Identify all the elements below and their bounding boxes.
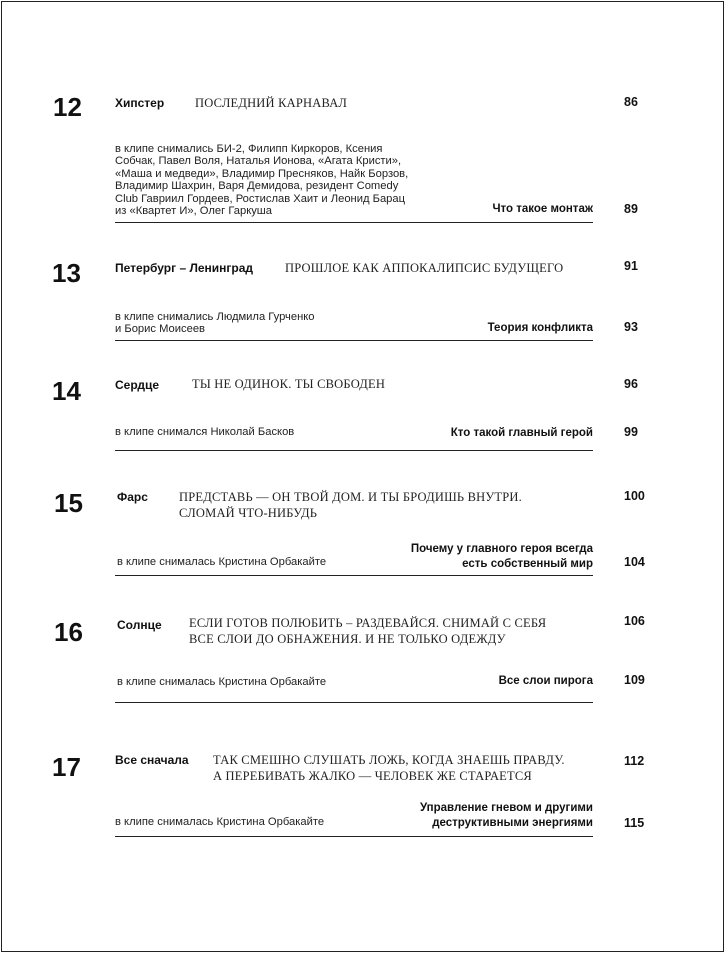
subtitle-line: Почему у главного героя всегда [410,543,593,555]
divider [115,222,593,223]
note-line: из «Квартет И», Олег Гаркуша [115,205,273,218]
section-subtitle[interactable] [411,542,593,572]
subtitle-line: есть собственный мир [462,558,593,570]
cast-note [117,676,326,688]
section-subtitle[interactable] [492,202,593,217]
section-page[interactable]: 99 [624,425,638,439]
note-line: в клипе снималась Кристина Орбакайте [117,676,327,688]
chapter-quote [192,376,385,392]
quote-line: ПОСЛЕДНИЙ КАРНАВАЛ [195,96,348,110]
note-line: Club Гавриил Гордеев, Ростислав Хаит и Леонид Барац [115,192,406,205]
section-subtitle[interactable] [488,321,593,336]
quote-line: ТАК СМЕШНО СЛУШАТЬ ЛОЖЬ, КОГДА ЗНАЕШЬ ПРАВДУ. [213,753,565,767]
section-subtitle[interactable] [451,426,593,441]
divider [115,836,593,837]
cast-note [115,816,324,828]
chapter-page[interactable]: 91 [624,259,638,273]
chapter-title[interactable]: Сердце [115,378,160,392]
note-line: в клипе снимался Николай Басков [115,426,295,438]
section-subtitle[interactable] [420,801,593,831]
divider [115,575,593,576]
chapter-title[interactable]: Петербург – Ленинград [115,261,254,275]
note-line: «Маша и медведи», Владимир Пресняков, Найк Борзов, [115,167,409,180]
chapter-quote [189,615,546,647]
quote-line: ТЫ НЕ ОДИНОК. ТЫ СВОБОДЕН [192,377,386,391]
cast-note [115,143,408,217]
chapter-number: 16 [54,617,83,647]
chapter-number: 14 [52,376,81,406]
chapter-page[interactable]: 86 [624,95,638,109]
cast-note [117,556,326,568]
subtitle-line: деструктивными энергиями [432,817,593,829]
note-line: Собчак, Павел Воля, Наталья Ионова, «Агата Кристи», [115,155,402,168]
chapter-title[interactable]: Хипстер [115,96,165,110]
chapter-quote [213,752,565,784]
chapter-page[interactable]: 106 [624,614,645,628]
section-subtitle[interactable] [499,674,593,689]
quote-line: СЛОМАЙ ЧТО-НИБУДЬ [179,506,318,520]
note-line: в клипе снимались Людмила Гурченко [115,311,315,323]
quote-line: ПРЕДСТАВЬ — ОН ТВОЙ ДОМ. И ТЫ БРОДИШЬ ВНУТРИ. [179,490,522,504]
chapter-title[interactable]: Фарс [117,490,148,504]
chapter-quote [285,260,563,276]
chapter-quote [179,489,522,521]
cast-note [115,311,315,336]
quote-line: А ПЕРЕБИВАТЬ ЖАЛКО — ЧЕЛОВЕК ЖЕ СТАРАЕТСЯ [213,769,532,783]
divider [115,702,593,703]
chapter-page[interactable]: 112 [624,754,645,768]
chapter-title[interactable]: Все сначала [115,753,189,767]
quote-line: ВСЕ СЛОИ ДО ОБНАЖЕНИЯ. И НЕ ТОЛЬКО ОДЕЖДУ [189,632,506,646]
chapter-title[interactable]: Солнце [117,618,162,632]
section-page[interactable]: 109 [624,673,645,687]
note-line: Владимир Шахрин, Варя Демидова, резидент Comedy [115,180,399,193]
subtitle-line: Управление гневом и другими [419,802,593,814]
divider [115,340,593,341]
chapter-number: 15 [54,488,83,518]
section-page[interactable]: 93 [624,320,638,334]
subtitle-line: Теория конфликта [487,322,593,334]
chapter-number: 12 [53,92,82,122]
chapter-number: 13 [52,258,81,288]
note-line: в клипе снималась Кристина Орбакайте [117,556,327,568]
cast-note [115,426,294,438]
subtitle-line: Что такое монтаж [492,203,593,215]
chapter-page[interactable]: 100 [624,489,645,503]
note-line: в клипе снималась Кристина Орбакайте [115,816,325,828]
subtitle-line: Кто такой главный герой [450,427,593,439]
section-page[interactable]: 115 [624,816,645,830]
section-page[interactable]: 89 [624,202,638,216]
section-page[interactable]: 104 [624,555,645,569]
quote-line: ЕСЛИ ГОТОВ ПОЛЮБИТЬ – РАЗДЕВАЙСЯ. СНИМАЙ С СЕБЯ [189,616,547,630]
chapter-quote [195,95,347,111]
note-line: и Борис Моисеев [115,323,205,336]
quote-line: ПРОШЛОЕ КАК АППОКАЛИПСИС БУДУЩЕГО [285,261,564,275]
chapter-number: 17 [52,752,81,782]
subtitle-line: Все слои пирога [498,675,593,687]
chapter-page[interactable]: 96 [624,377,638,391]
divider [115,450,593,451]
note-line: в клипе снимались БИ-2, Филипп Киркоров, Ксения [115,143,383,155]
